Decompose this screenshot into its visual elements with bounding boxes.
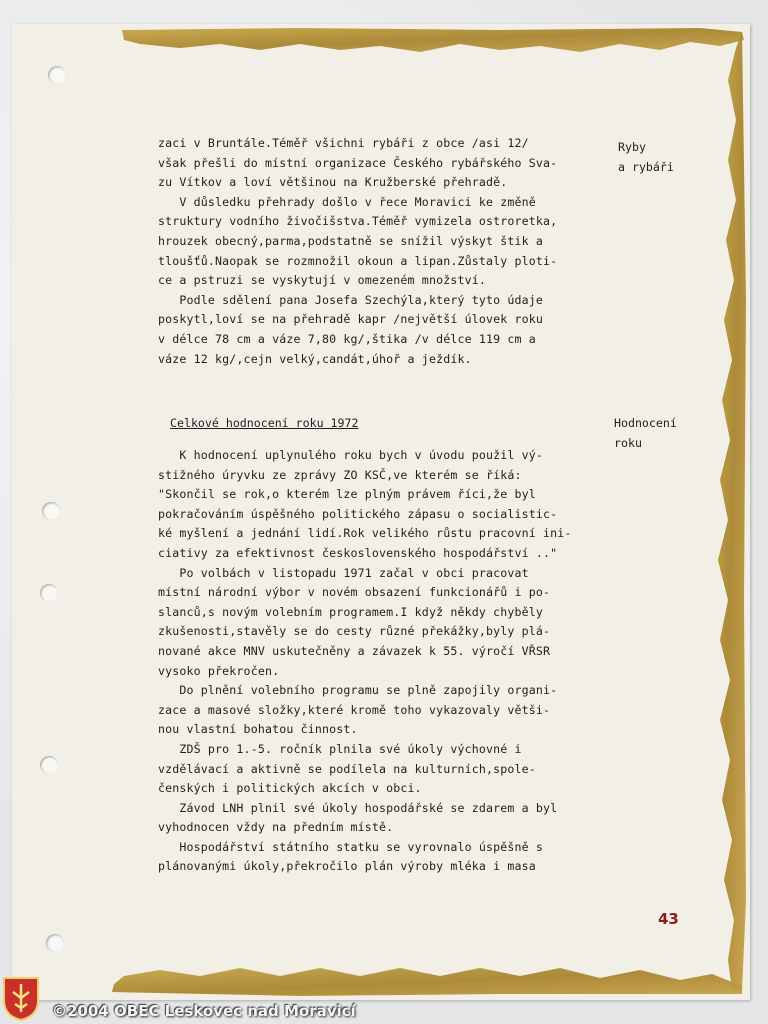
paragraph-fish (158, 134, 608, 369)
text-line: pokračováním úspěšného politického zápasu o socialistic- (158, 506, 558, 521)
paragraph-evaluation (158, 446, 608, 877)
text-line: Závod LNH plnil své úkoly hospodářské se zdarem a byl (158, 800, 558, 815)
margin-note-evaluation: Hodnocení roku (614, 416, 677, 450)
footer-bar (0, 996, 768, 1024)
text-line: Do plnění volebního programu se plně zapojily organi- (158, 683, 558, 698)
text-line: "Skončil se rok,o kterém lze plným právem říci,že byl (158, 487, 536, 502)
punch-hole-icon (48, 66, 66, 84)
text-line: zace a masové složky,které kromě toho vykazovaly větši- (158, 702, 551, 717)
page-number: 43 (658, 910, 679, 928)
text-line: nou vlastní bohatou činnost. (158, 722, 358, 737)
punch-hole-icon (46, 934, 64, 952)
text-line: však přešli do místní organizace Českého rybářského Sva- (158, 155, 558, 170)
text-line: struktury vodního živočišstva.Téměř vymizela ostroretka, (158, 214, 558, 229)
text-line: hrouzek obecný,parma,podstatně se snížil výskyt štik a (158, 233, 544, 248)
text-line: čenských i politických akcích v obci. (158, 781, 422, 796)
text-line: slanců,s novým volebním programem.I když někdy chyběly (158, 604, 544, 619)
text-line: vyhodnocen vždy na předním místě. (158, 820, 394, 835)
text-line: ce a pstruzi se vyskytují v omezeném množství. (158, 273, 486, 288)
section-heading: Celkové hodnocení roku 1972 (170, 416, 359, 430)
text-line: Hospodářství státního statku se vyrovnalo úspěšně s (158, 839, 544, 854)
text-line: Po volbách v listopadu 1971 začal v obci pracovat (158, 565, 529, 580)
text-line: K hodnocení uplynulého roku bych v úvodu použil vý- (158, 448, 544, 462)
punch-hole-icon (40, 584, 58, 602)
text-line: vzdělávací a aktivně se podílela na kulturních,spole- (158, 761, 536, 776)
punch-hole-icon (40, 756, 58, 774)
text-line: nované akce MNV uskutečněny a závazek k 55. výročí VŘSR (158, 643, 551, 658)
text-line: zaci v Bruntále.Téměř všichni rybáři z obce /asi 12/ (158, 136, 529, 150)
punch-hole-icon (42, 502, 60, 520)
text-line: ké myšlení a jednání lidí.Rok velikého růstu pracovní ini- (158, 526, 572, 541)
text-line: místní národní výbor v novém obsazení funkcionářů i po- (158, 585, 551, 600)
text-line: ZDŠ pro 1.-5. ročník plnila své úkoly výchovné i (158, 741, 522, 756)
text-line: váze 12 kg/,cejn velký,candát,úhoř a ježdík. (158, 351, 472, 366)
text-line: Podle sdělení pana Josefa Szechýla,který tyto údaje (158, 292, 544, 307)
text-line: zkušenosti,stavěly se do cesty různé překážky,byly plá- (158, 624, 551, 639)
margin-note-fish: Ryby a rybáři (618, 140, 674, 174)
text-line: V důsledku přehrady došlo v řece Moravici ke změně (158, 194, 536, 209)
text-line: tloušťů.Naopak se rozmnožil okoun a lipan.Zůstaly ploti- (158, 253, 558, 268)
text-line: v délce 78 cm a váze 7,80 kg/,štika /v délce 119 cm a (158, 331, 536, 346)
copyright-text: ©2004 OBEC Leskovec nad Moravicí (52, 1002, 356, 1020)
text-line: plánovanými úkoly,překročilo plán výroby mléka i masa (158, 859, 536, 874)
text-line: stižného úryvku ze zprávy ZO KSČ,ve kterém se říká: (158, 467, 522, 482)
text-line: poskytl,loví se na přehradě kapr /největší úlovek roku (158, 312, 544, 327)
text-line: zu Vítkov a loví většinou na Kružberské přehradě. (158, 175, 508, 190)
text-line: vysoko překročen. (158, 663, 280, 678)
text-line: ciativy za efektivnost československého hospodářství .." (158, 545, 558, 560)
